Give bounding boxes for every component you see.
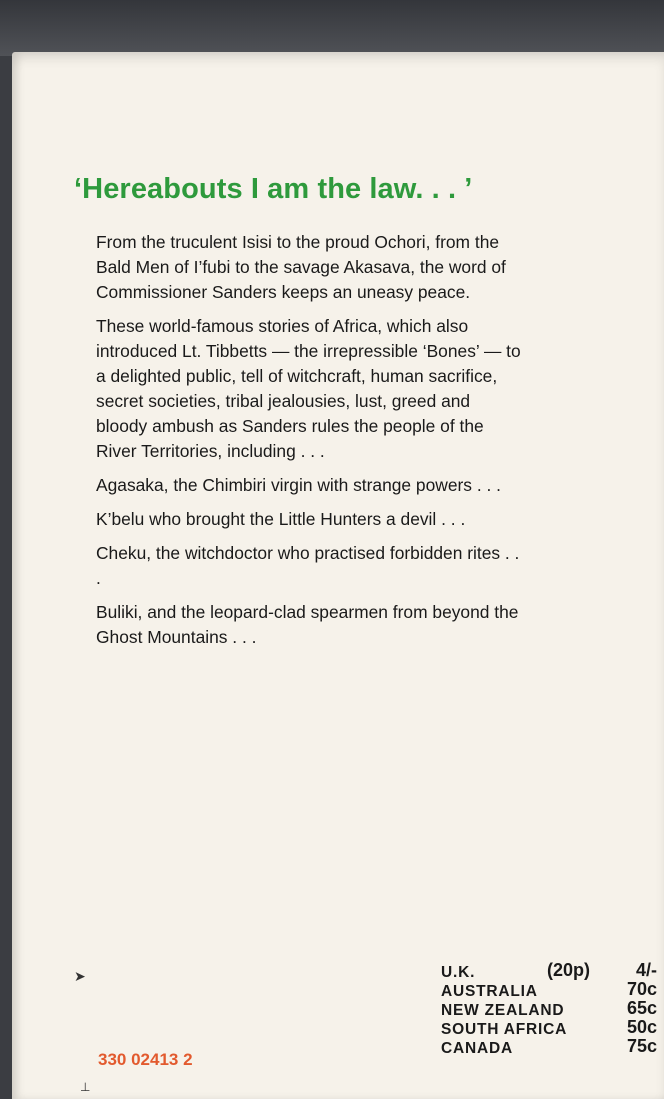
price-amount: 4/- [635, 960, 657, 980]
price-amount: 70c [626, 979, 657, 999]
blurb-paragraph: Cheku, the witchdoctor who practised forbidden rites . . . [96, 543, 520, 588]
blurb-paragraph: Agasaka, the Chimbiri virgin with strange powers . . . [96, 475, 501, 495]
price-country: AUSTRALIA [441, 983, 538, 1000]
price-note: (20p) [547, 960, 591, 980]
blurb-paragraph: These world-famous stories of Africa, which also introduced Lt. Tibbetts — the irrepressible ‘Bones’ — to a delighted public, tell of witchcraft, human sacrifice, secret societies, tribal jealousies, lust, greed and bloody ambush as Sanders rules the people of the River Territories, including . . . [96, 316, 521, 461]
background-surface [0, 0, 664, 56]
isbn-number: 330 02413 2 [98, 1050, 193, 1069]
blurb-text [96, 230, 526, 659]
price-row-australia [441, 979, 657, 1001]
blurb-paragraph: K’belu who brought the Little Hunters a devil . . . [96, 509, 466, 529]
price-row-uk [441, 960, 657, 982]
blurb-paragraph: From the truculent Isisi to the proud Ochori, from the Bald Men of I’fubi to the savage Akasava, the word of Commissioner Sanders keeps an uneasy peace. [96, 232, 506, 302]
price-list [441, 960, 657, 1058]
price-country: CANADA [441, 1040, 513, 1057]
price-country: NEW ZEALAND [441, 1002, 565, 1019]
headline-quote: ‘Hereabouts I am the law. . . ’ [74, 173, 473, 205]
price-country: U.K. [441, 964, 476, 981]
blurb-paragraph: Buliki, and the leopard-clad spearmen from beyond the Ghost Mountains . . . [96, 602, 519, 647]
price-row-canada [441, 1036, 657, 1058]
price-amount: 50c [626, 1017, 657, 1037]
printed-speck-mark: ⊥ [80, 1080, 91, 1094]
price-row-south-africa [441, 1017, 657, 1039]
printed-speck-mark: ➤ [74, 968, 86, 984]
price-amount: 65c [626, 998, 657, 1018]
price-country: SOUTH AFRICA [441, 1021, 568, 1038]
price-amount: 75c [626, 1036, 657, 1056]
price-row-new-zealand [441, 998, 657, 1020]
